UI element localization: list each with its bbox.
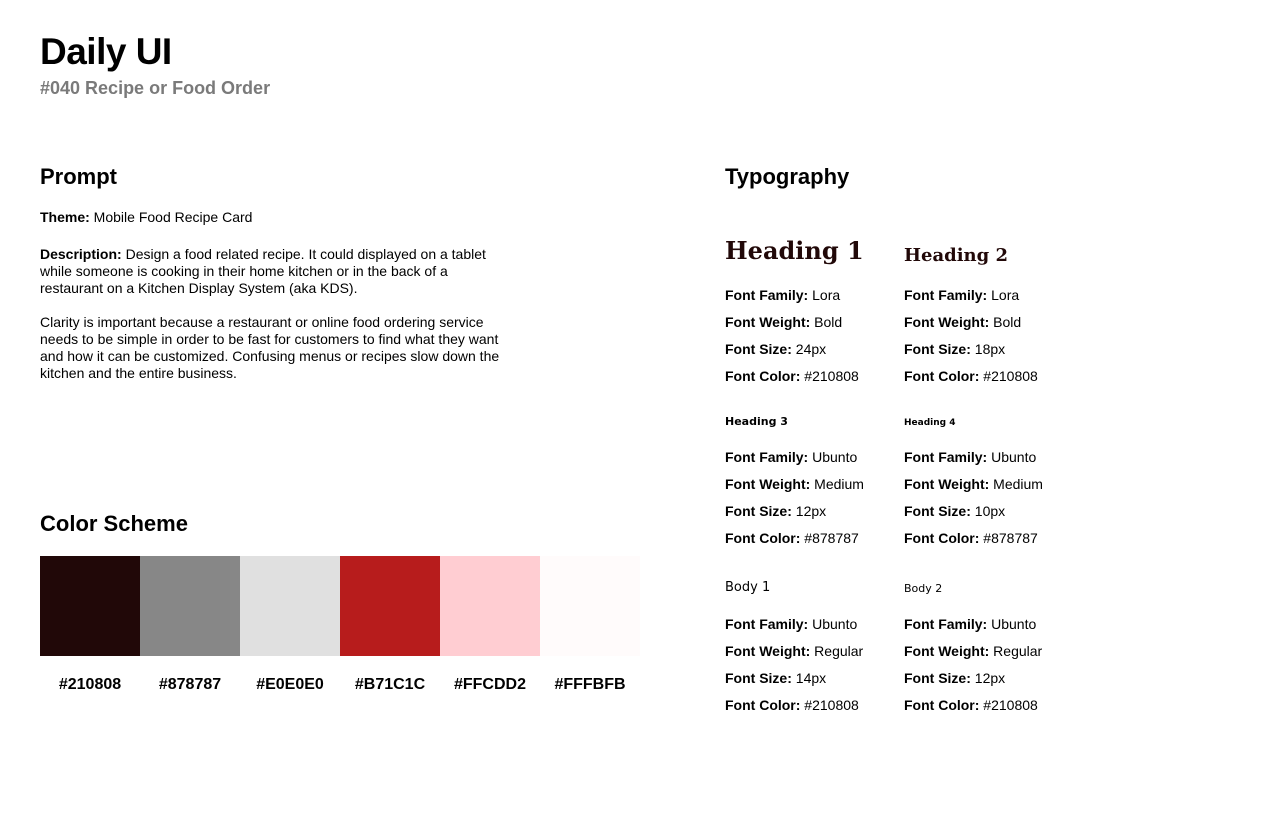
color-labels: [40, 675, 640, 695]
spec-size: [725, 503, 895, 520]
color-hex-label: #E0E0E0: [256, 676, 324, 693]
spec-color: [725, 368, 895, 385]
color-swatch: [540, 556, 640, 656]
color-hex-label: #FFCDD2: [453, 676, 526, 693]
spec-value: Ubunto: [808, 616, 858, 632]
spec-color: [725, 697, 895, 714]
description-label: Description:: [40, 246, 122, 262]
color-scheme-heading: Color Scheme: [40, 511, 188, 536]
spec-weight: [725, 476, 895, 493]
spec-value: Medium: [989, 476, 1043, 492]
spec-weight: [725, 314, 895, 331]
spec-value: Regular: [810, 643, 864, 659]
spec-label: Font Size:: [725, 670, 792, 686]
type-spec-body-1-details: [725, 616, 895, 714]
color-swatch: [440, 556, 540, 656]
spec-value: 12px: [970, 670, 1006, 686]
spec-label: Font Weight:: [725, 314, 811, 330]
spec-value: Ubunto: [987, 449, 1037, 465]
spec-value: 14px: [791, 670, 827, 686]
heading-3-sample: Heading 3: [725, 415, 788, 428]
color-hex-label: #210808: [58, 676, 122, 693]
heading-4-sample: Heading 4: [904, 418, 956, 428]
type-spec-body-1: [725, 580, 895, 596]
spec-family: [725, 449, 895, 466]
heading-1-sample: Heading 1: [725, 236, 864, 265]
spec-label: Font Color:: [904, 697, 980, 713]
color-swatches: [40, 556, 640, 656]
spec-family: [725, 616, 895, 633]
spec-value: #210808: [800, 368, 859, 384]
spec-value: Bold: [810, 314, 843, 330]
spec-label: Font Family:: [725, 616, 809, 632]
page-title: Daily UI: [40, 31, 172, 72]
spec-label: Font Size:: [904, 341, 971, 357]
type-spec-heading-1-details: [725, 287, 895, 385]
body-2-sample: Body 2: [904, 582, 943, 595]
spec-label: Font Color:: [725, 530, 801, 546]
spec-weight: [725, 643, 895, 660]
spec-color: [725, 530, 895, 547]
prompt-clarity: Clarity is important because a restaurant or online food ordering service needs to be simple in order to be fast for customers to find what they want and how it can be customized. Confusing menus or recipes slow down the kitchen and the entire business.: [40, 314, 500, 381]
page-subtitle: #040 Recipe or Food Order: [40, 78, 271, 98]
spec-label: Font Weight:: [725, 476, 811, 492]
spec-label: Font Color:: [725, 368, 801, 384]
spec-size: [725, 341, 895, 358]
spec-value: Lora: [808, 287, 841, 303]
spec-value: Bold: [989, 314, 1022, 330]
spec-weight: [904, 314, 1074, 331]
prompt-theme: [40, 209, 510, 226]
spec-label: Font Family:: [904, 616, 988, 632]
spec-value: Ubunto: [987, 616, 1037, 632]
spec-value: #210808: [800, 697, 859, 713]
spec-family: [904, 287, 1074, 304]
theme-label: Theme:: [40, 209, 90, 225]
type-spec-heading-3: [725, 415, 895, 429]
spec-label: Font Size:: [725, 503, 792, 519]
spec-label: Font Family:: [904, 287, 988, 303]
type-spec-body-2-details: [904, 616, 1074, 714]
spec-value: #210808: [979, 697, 1038, 713]
spec-size: [725, 670, 895, 687]
spec-label: Font Size:: [904, 670, 971, 686]
spec-label: Font Weight:: [904, 314, 990, 330]
spec-value: Lora: [987, 287, 1020, 303]
type-spec-heading-2: [904, 245, 1074, 267]
spec-label: Font Color:: [725, 697, 801, 713]
spec-label: Font Size:: [725, 341, 792, 357]
spec-value: #210808: [979, 368, 1038, 384]
color-hex-label: #878787: [158, 676, 222, 693]
type-spec-heading-3-details: [725, 449, 895, 547]
type-spec-body-2: [904, 582, 1074, 596]
spec-weight: [904, 476, 1074, 493]
spec-label: Font Color:: [904, 368, 980, 384]
spec-value: 18px: [970, 341, 1006, 357]
theme-value: Mobile Food Recipe Card: [89, 209, 253, 225]
spec-label: Font Size:: [904, 503, 971, 519]
spec-size: [904, 670, 1074, 687]
spec-color: [904, 697, 1074, 714]
description-value: Design a food related recipe. It could displayed on a tablet while someone is cooking in their home kitchen or in the back of a restaurant on a Kitchen Display System (aka KDS).: [40, 246, 486, 296]
body-1-sample: Body 1: [725, 580, 771, 595]
spec-label: Font Family:: [725, 449, 809, 465]
heading-2-sample: Heading 2: [904, 245, 1009, 266]
spec-family: [904, 449, 1074, 466]
typography-heading: Typography: [725, 164, 850, 189]
spec-value: Regular: [989, 643, 1043, 659]
spec-value: Medium: [810, 476, 864, 492]
spec-label: Font Weight:: [904, 643, 990, 659]
color-swatch: [140, 556, 240, 656]
spec-color: [904, 368, 1074, 385]
spec-label: Font Family:: [725, 287, 809, 303]
spec-value: #878787: [800, 530, 859, 546]
type-spec-heading-4-details: [904, 449, 1074, 547]
color-hex-label: #B71C1C: [354, 676, 426, 693]
spec-value: 24px: [791, 341, 827, 357]
color-hex-label: #FFFBFB: [554, 676, 626, 693]
type-spec-heading-2-details: [904, 287, 1074, 385]
spec-label: Font Family:: [904, 449, 988, 465]
color-swatch: [240, 556, 340, 656]
color-swatch: [40, 556, 140, 656]
spec-family: [904, 616, 1074, 633]
spec-weight: [904, 643, 1074, 660]
prompt-heading: Prompt: [40, 164, 117, 189]
prompt-description: [40, 246, 510, 297]
spec-size: [904, 341, 1074, 358]
spec-value: 12px: [791, 503, 827, 519]
spec-value: 10px: [970, 503, 1006, 519]
type-spec-heading-4: [904, 417, 1074, 429]
spec-value: #878787: [979, 530, 1038, 546]
spec-label: Font Color:: [904, 530, 980, 546]
spec-size: [904, 503, 1074, 520]
color-swatch: [340, 556, 440, 656]
spec-color: [904, 530, 1074, 547]
spec-label: Font Weight:: [725, 643, 811, 659]
spec-label: Font Weight:: [904, 476, 990, 492]
type-spec-heading-1: [725, 236, 895, 266]
spec-family: [725, 287, 895, 304]
spec-value: Ubunto: [808, 449, 858, 465]
